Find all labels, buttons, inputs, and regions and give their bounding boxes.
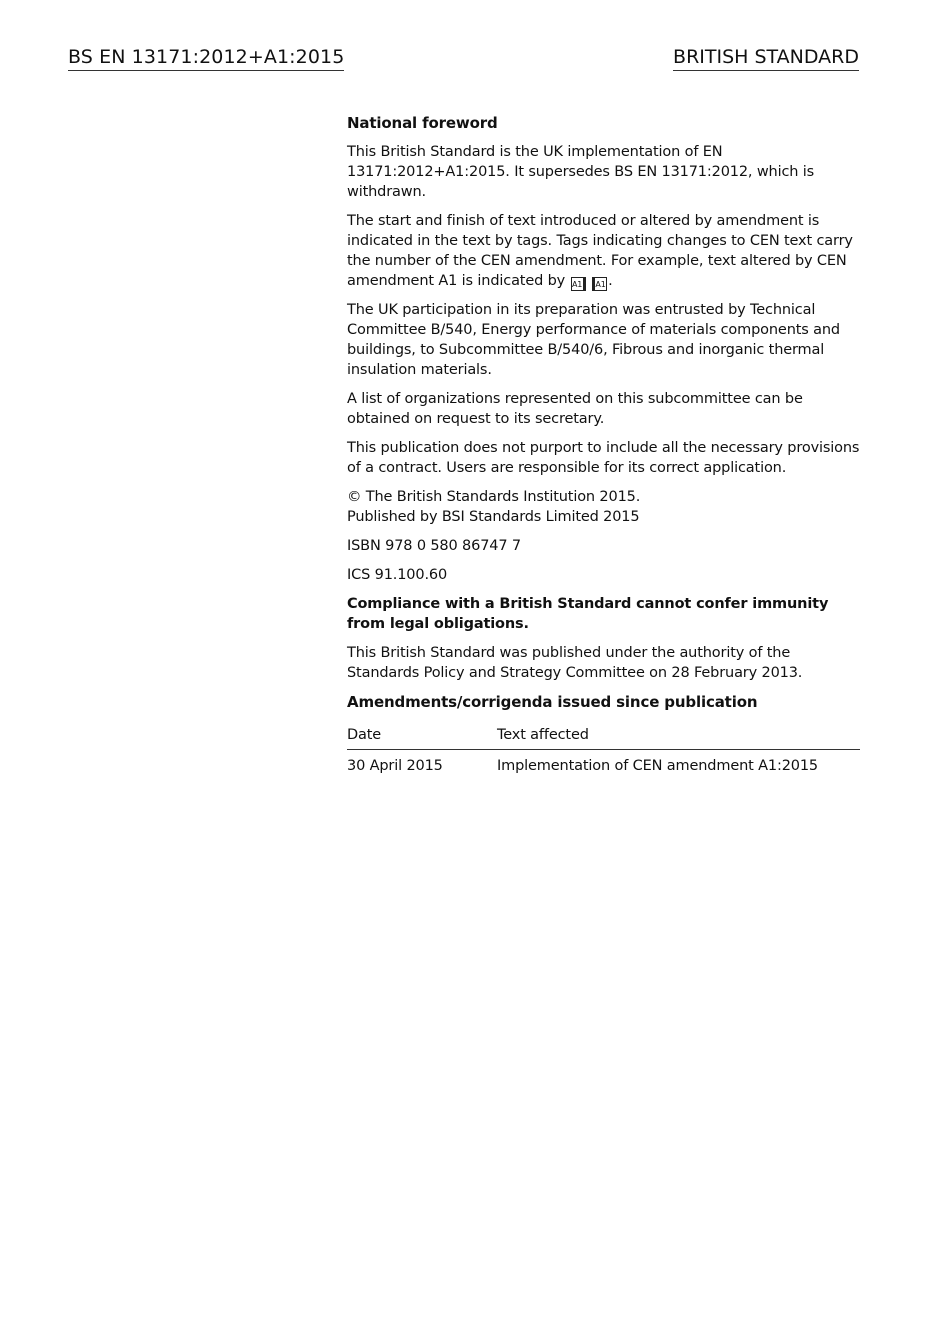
implementation-paragraph: This British Standard is the UK implementation of EN 13171:2012+A1:2015. It supersedes BS EN 13171:2012, which is withdrawn. [347, 144, 815, 200]
amendments-title: Amendments/corrigenda issued since publication [347, 693, 758, 711]
amendment-tags-text: The start and finish of text introduced or altered by amendment is indicated in the text by tags. Tags indicating changes to CEN text carry the number of the CEN amendment. For example, text altered by CEN amendment A1 is indicated by [347, 213, 853, 289]
column-header-text-affected: Text affected [497, 721, 860, 750]
amendment-tags-paragraph [347, 211, 860, 291]
publisher-line: Published by BSI Standards Limited 2015 [347, 509, 640, 525]
column-header-date: Date [347, 721, 497, 750]
document-id: BS EN 13171:2012+A1:2015 [68, 46, 344, 71]
section-title: National foreword [347, 114, 498, 132]
amendment-tags-end: . [608, 273, 613, 289]
copyright-block [347, 487, 860, 527]
amendment-text: Implementation of CEN amendment A1:2015 [497, 758, 819, 774]
provisions-paragraph: This publication does not purport to include all the necessary provisions of a contract. Users are responsible for its correct application. [347, 440, 860, 476]
amendments-table [347, 721, 860, 780]
copyright-line: © The British Standards Institution 2015. [347, 489, 641, 505]
authority-paragraph: This British Standard was published under the authority of the Standards Policy and Strategy Committee on 28 February 2013. [347, 645, 803, 681]
organizations-paragraph: A list of organizations represented on this subcommittee can be obtained on request to its secretary. [347, 391, 803, 427]
isbn: ISBN 978 0 580 86747 7 [347, 538, 521, 554]
national-foreword-section [347, 113, 860, 780]
table-row [347, 750, 860, 781]
amendment-date: 30 April 2015 [347, 758, 443, 774]
amendment-start-tag-icon: A1 [571, 277, 586, 291]
committee-paragraph: The UK participation in its preparation was entrusted by Technical Committee B/540, Energy performance of materials components and buildings, to Subcommittee B/540/6, Fibrous and inorganic thermal insulation materials. [347, 302, 840, 378]
table-header-row [347, 721, 860, 750]
amendment-end-tag-icon: A1 [592, 277, 607, 291]
ics-code: ICS 91.100.60 [347, 567, 448, 583]
compliance-notice: Compliance with a British Standard cannot confer immunity from legal obligations. [347, 596, 829, 632]
standard-type-label: BRITISH STANDARD [673, 46, 859, 71]
